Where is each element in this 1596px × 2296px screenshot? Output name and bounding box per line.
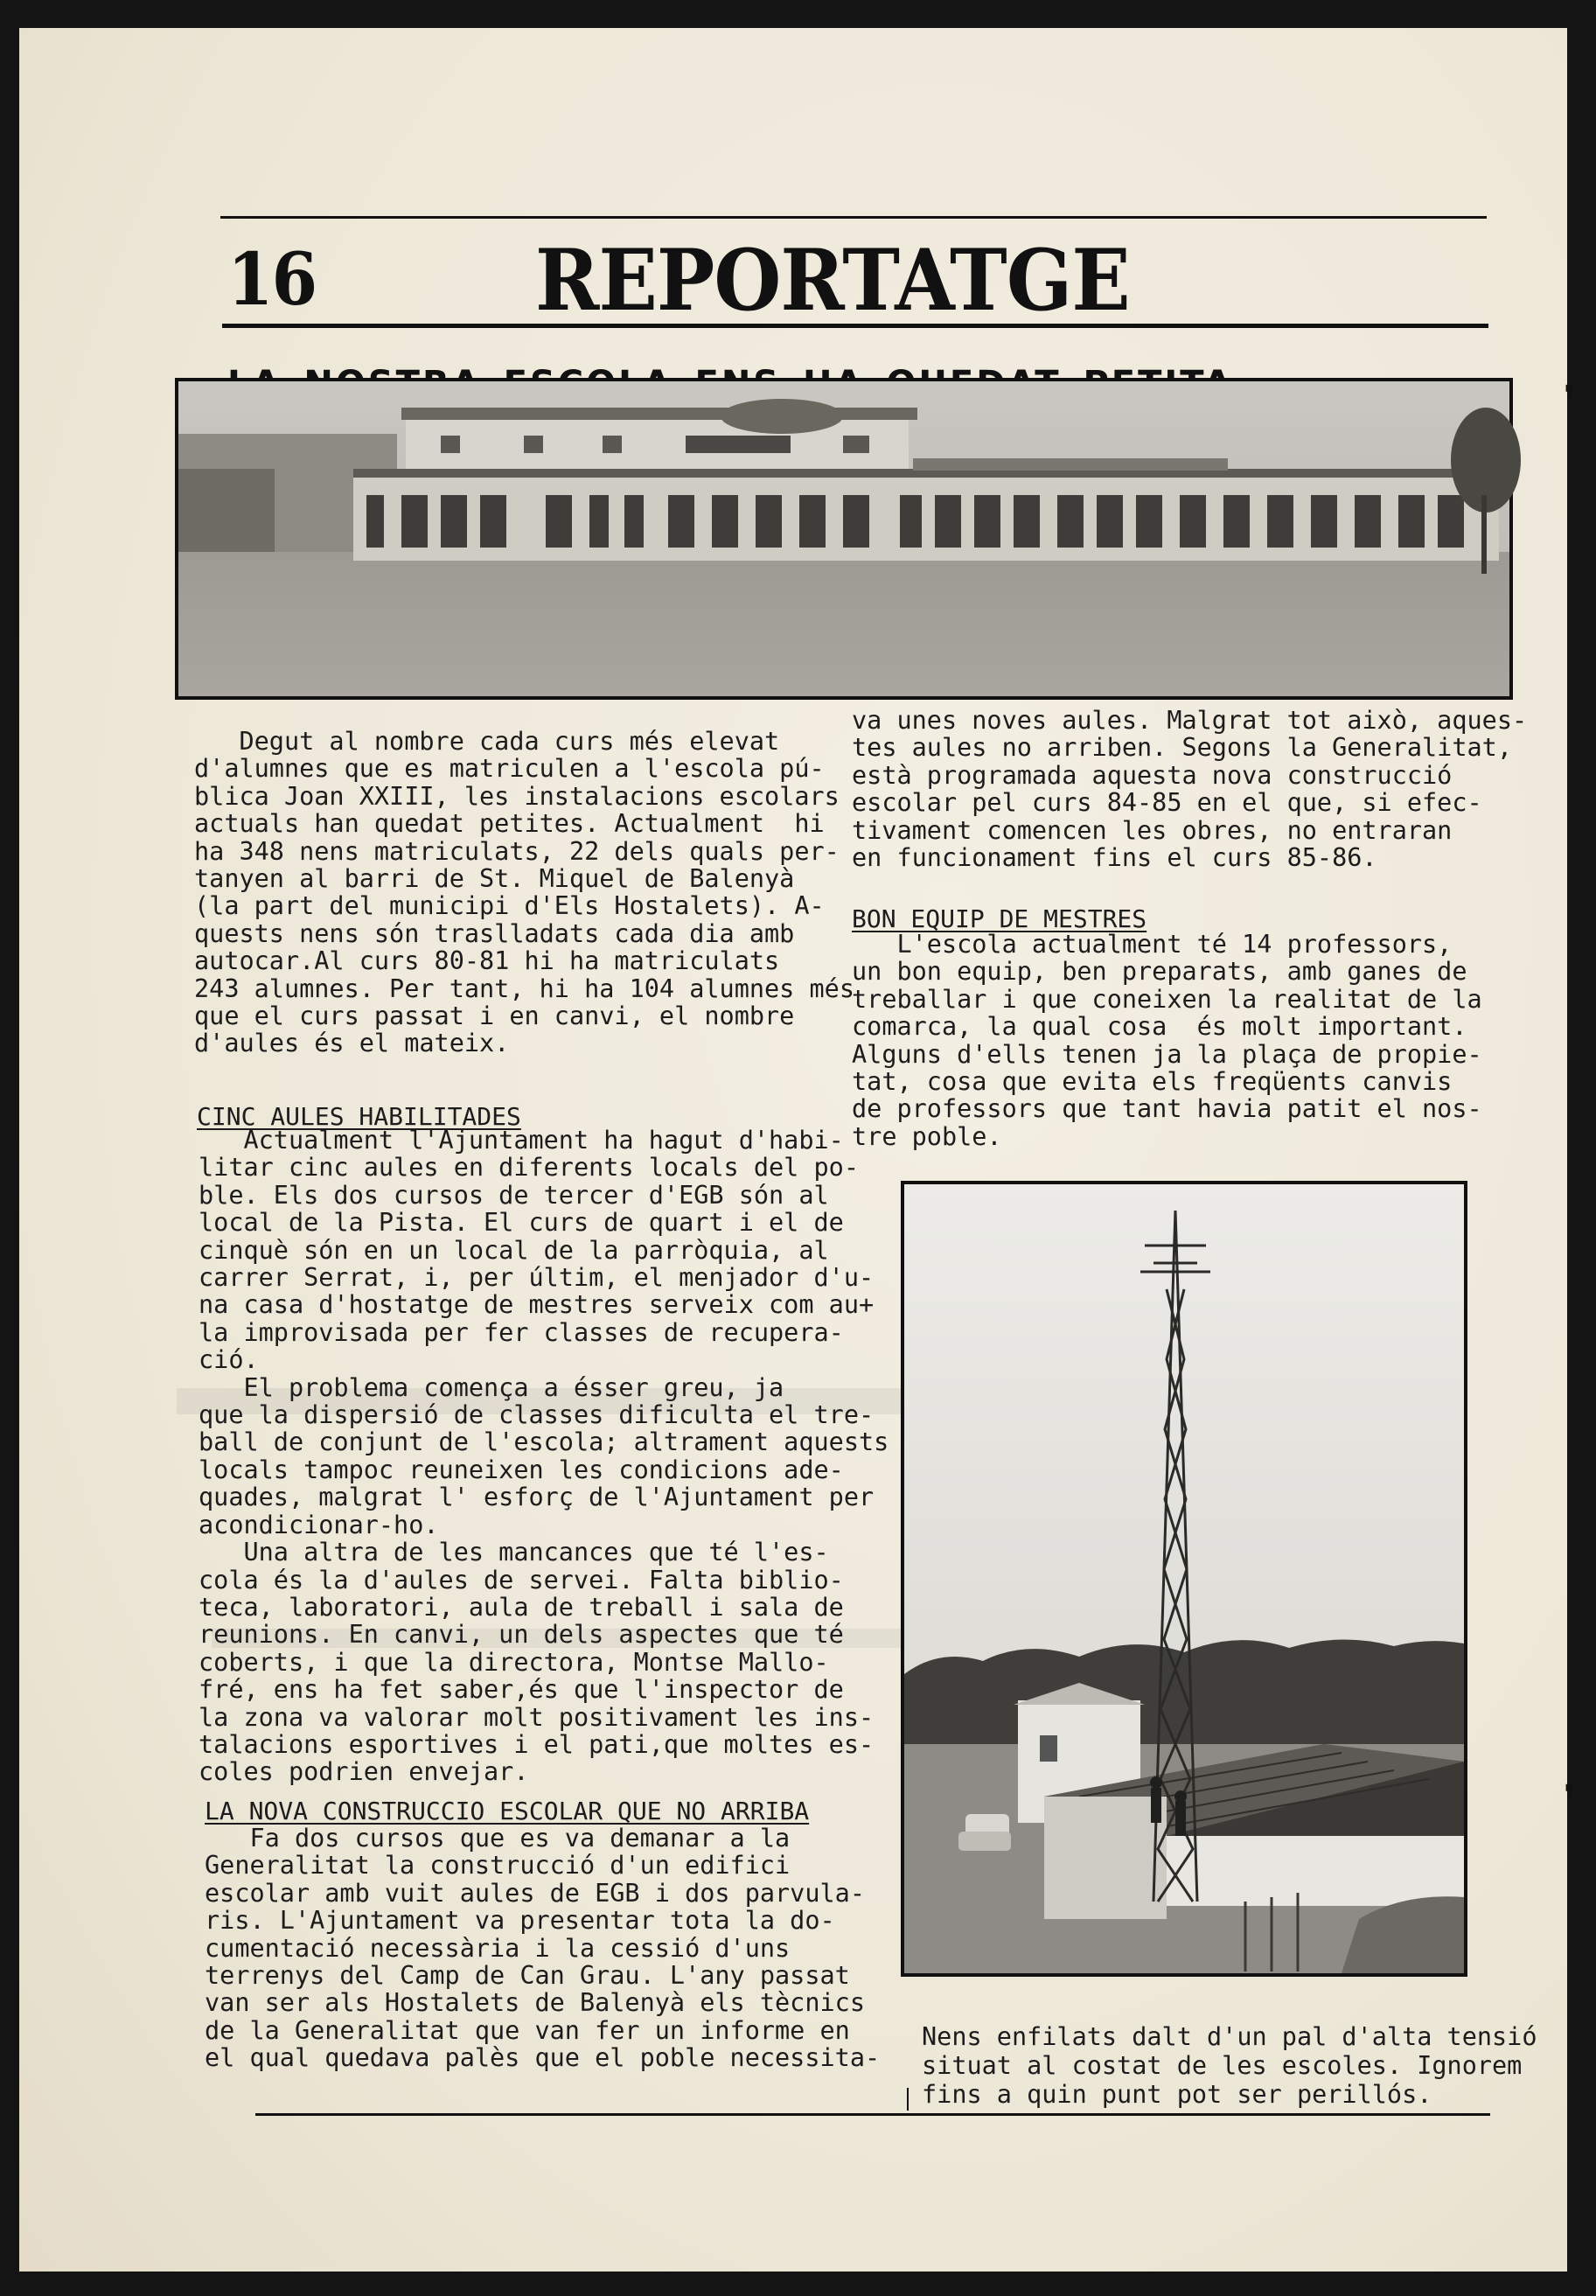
page-number: 16 xyxy=(227,238,317,322)
text-line: ha 348 nens matriculats, 22 dels quals per- xyxy=(194,836,840,866)
text-line: d'aules és el mateix. xyxy=(194,1029,510,1058)
text-line: fré, ens ha fet saber,és que l'inspector de xyxy=(199,1675,844,1705)
text-line: litar cinc aules en diferents locals del po- xyxy=(199,1153,859,1183)
text-line: el qual quedava palès que el poble necessita- xyxy=(205,2043,881,2073)
text-line: van ser als Hostalets de Balenyà els tècnics xyxy=(205,1988,865,2018)
column-1-intro xyxy=(194,728,854,1057)
text-line: autocar.Al curs 80-81 hi ha matriculats xyxy=(194,946,780,976)
text-line: locals tampoc reuneixen les condicions ade- xyxy=(199,1455,844,1484)
column-2-intro xyxy=(852,707,1527,871)
text-line: Degut al nombre cada curs més elevat xyxy=(194,727,780,756)
text-line: El problema comença a ésser greu, ja xyxy=(199,1372,784,1402)
text-line: que el curs passat i en canvi, el nombre xyxy=(194,1001,795,1031)
text-line: acondicionar-ho. xyxy=(199,1510,439,1539)
photo-caption xyxy=(922,2022,1537,2109)
text-line: cumentació necessària i la cessió d'uns xyxy=(205,1933,791,1963)
column-1-section-2 xyxy=(205,1825,880,2072)
school-building-photo xyxy=(175,378,1513,700)
column-2-section xyxy=(852,931,1482,1150)
column-1-section-1 xyxy=(199,1127,889,1786)
text-line: L'escola actualment té 14 professors, xyxy=(852,930,1453,959)
text-line: ball de conjunt de l'escola; altrament aquests xyxy=(199,1427,889,1457)
binder-mark: ❜ xyxy=(1564,378,1577,422)
text-line: que la dispersió de classes dificulta el tre- xyxy=(199,1400,875,1430)
text-line: ble. Els dos cursos de tercer d'EGB són al xyxy=(199,1180,829,1210)
text-line: Alguns d'ells tenen ja la plaça de propie- xyxy=(852,1039,1482,1069)
magazine-page xyxy=(19,28,1577,2272)
text-line: treballar i que coneixen la realitat de la xyxy=(852,984,1482,1014)
footer-rule xyxy=(255,2113,1490,2116)
text-line: de professors que tant havia patit el nos- xyxy=(852,1094,1482,1124)
text-line: escolar pel curs 84-85 en el que, si efec- xyxy=(852,788,1482,818)
text-line: cinquè són en un local de la parròquia, al xyxy=(199,1235,829,1265)
text-line: (la part del municipi d'Els Hostalets). A- xyxy=(194,891,825,921)
caption-line: situat al costat de les escoles. Ignorem xyxy=(922,2051,1523,2080)
subheading-bon-equip: BON EQUIP DE MESTRES xyxy=(852,904,1147,933)
text-line: va unes noves aules. Malgrat tot això, aques- xyxy=(852,706,1528,735)
section-title: REPORTATGE xyxy=(535,231,1130,330)
text-line: cola és la d'aules de servei. Falta biblio- xyxy=(199,1565,844,1595)
text-line: tes aules no arriben. Segons la Generalitat, xyxy=(852,733,1512,763)
text-line: està programada aquesta nova construcció xyxy=(852,760,1453,790)
text-line: quests nens són traslladats cada dia amb xyxy=(194,918,795,948)
text-line: ris. L'Ajuntament va presentar tota la do- xyxy=(205,1906,835,1936)
text-line: en funcionament fins el curs 85-86. xyxy=(852,843,1377,873)
text-line: tat, cosa que evita els freqüents canvis xyxy=(852,1067,1453,1097)
text-line: Generalitat la construcció d'un edifici xyxy=(205,1851,791,1881)
text-line: tanyen al barri de St. Miquel de Balenyà xyxy=(194,864,795,894)
text-line: la improvisada per fer classes de recupera- xyxy=(199,1317,844,1347)
text-line: quades, malgrat l' esforç de l'Ajuntament per xyxy=(199,1483,875,1512)
text-line: escolar amb vuit aules de EGB i dos parvula- xyxy=(205,1878,865,1908)
text-line: de la Generalitat que van fer un informe en xyxy=(205,2015,850,2045)
subheading-nova-construccio: LA NOVA CONSTRUCCIO ESCOLAR QUE NO ARRIBA xyxy=(205,1797,810,1825)
text-line: tre poble. xyxy=(852,1121,1002,1151)
text-line: terrenys del Camp de Can Grau. L'any passat xyxy=(205,1961,850,1991)
text-line: Una altra de les mancances que té l'es- xyxy=(199,1538,829,1567)
text-line: blica Joan XXIII, les instalacions escolars xyxy=(194,781,840,811)
caption-line: Nens enfilats dalt d'un pal d'alta tensió xyxy=(922,2022,1537,2051)
column-tick xyxy=(907,2088,909,2111)
text-line: reunions. En canvi, un dels aspectes que té xyxy=(199,1620,844,1650)
text-line: 243 alumnes. Per tant, hi ha 104 alumnes més xyxy=(194,974,854,1003)
text-line: na casa d'hostatge de mestres serveix com au+ xyxy=(199,1290,875,1320)
text-line: Fa dos cursos que es va demanar a la xyxy=(205,1824,791,1853)
text-line: coles podrien envejar. xyxy=(199,1757,529,1787)
subheading-cinc-aules: CINC AULES HABILITADES xyxy=(197,1102,521,1131)
text-line: carrer Serrat, i, per últim, el menjador d'u- xyxy=(199,1263,875,1293)
text-line: d'alumnes que es matriculen a l'escola pú- xyxy=(194,754,825,784)
text-line: un bon equip, ben preparats, amb ganes de xyxy=(852,957,1467,987)
text-line: actuals han quedat petites. Actualment hi xyxy=(194,809,825,839)
text-line: teca, laboratori, aula de treball i sala de xyxy=(199,1592,844,1622)
text-line: tivament comencen les obres, no entraran xyxy=(852,815,1453,845)
text-line: coberts, i que la directora, Montse Mallo- xyxy=(199,1647,829,1677)
power-pylon-photo xyxy=(901,1181,1467,1977)
text-line: Actualment l'Ajuntament ha hagut d'habi- xyxy=(199,1126,844,1155)
text-line: la zona va valorar molt positivament les ins- xyxy=(199,1702,875,1732)
text-line: talacions esportives i el pati,que moltes es- xyxy=(199,1729,875,1759)
text-line: ció. xyxy=(199,1345,259,1375)
caption-line: fins a quin punt pot ser perillós. xyxy=(922,2080,1432,2109)
text-line: local de la Pista. El curs de quart i el de xyxy=(199,1208,844,1238)
header-top-rule xyxy=(220,216,1487,219)
text-line: comarca, la qual cosa és molt important. xyxy=(852,1012,1467,1042)
binder-mark: ❜ xyxy=(1564,1777,1577,1822)
